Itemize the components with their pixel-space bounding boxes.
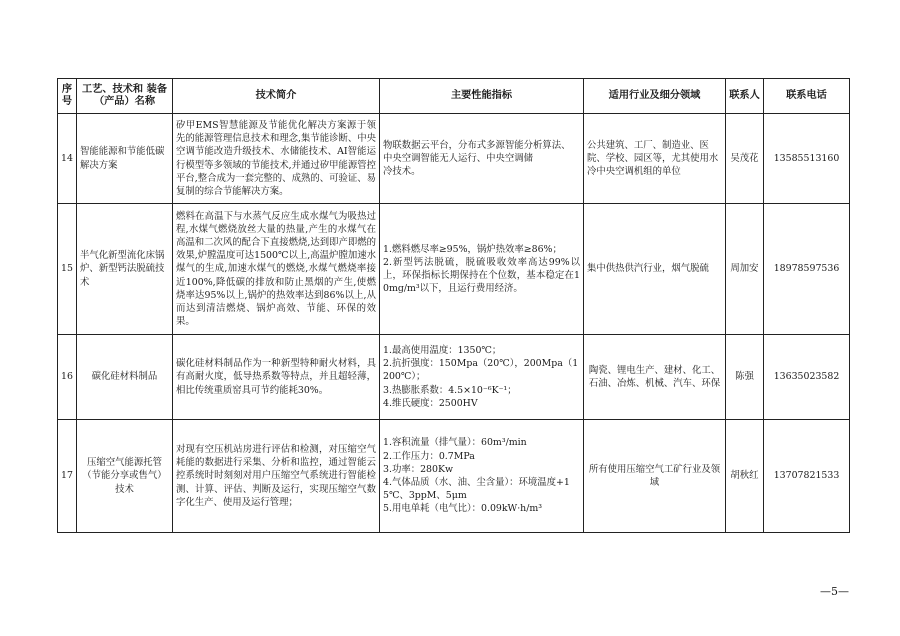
row-number: 16	[58, 335, 77, 420]
perf-line: 4.气体品质（水、油、尘含量）：环境温度+15℃、3ppM、5μm	[383, 477, 570, 502]
header-no: 序号	[58, 79, 77, 114]
contact-person: 胡秋红	[726, 420, 764, 533]
perf-line: 1.容积流量（排气量）：60m³/min	[383, 437, 527, 449]
table-row	[58, 114, 850, 204]
industry: 集中供热供汽行业，烟气脱硫	[584, 204, 726, 335]
table-row	[58, 335, 850, 420]
table-row	[58, 420, 850, 533]
perf-line: 2.新型钙法脱硫，脱硫吸收效率高达99%以上，环保指标长期保持在个位数，基本稳定在10mg/m³以下，且运行费用经济。	[383, 256, 580, 295]
perf-cell	[380, 335, 584, 420]
perf-line: 5.用电单耗（电气比）：0.09kW·h/m³	[383, 503, 543, 515]
industry: 陶瓷、锂电生产、建材、化工、石油、冶炼、机械、汽车、环保	[584, 335, 726, 420]
header-industry: 适用行业及细分领域	[584, 79, 726, 114]
tech-name: 半气化新型流化床锅炉、新型钙法脱硫技术	[77, 204, 173, 335]
tech-intro: 碳化硅材料制品作为一种新型特种耐火材料，具有高耐火度，低导热系数等特点，并且超轻薄，相比传统重质窑具可节约能耗30%。	[173, 335, 380, 420]
perf-line: 物联数据云平台，分布式多源智能分析算法、	[383, 139, 571, 151]
perf-line: 1.最高使用温度：1350℃；	[383, 344, 502, 356]
energy-tech-table	[57, 78, 850, 533]
perf-cell	[380, 114, 584, 204]
row-number: 17	[58, 420, 77, 533]
perf-line: 1.燃料燃尽率≥95%，锅炉热效率≥86%；	[383, 243, 562, 255]
perf-line: 2.工作压力：0.7MPa	[383, 450, 475, 462]
page-number: —5—	[820, 585, 849, 598]
contact-person: 陈强	[726, 335, 764, 420]
header-intro: 技术简介	[173, 79, 380, 114]
contact-phone: 13635023582	[764, 335, 850, 420]
industry: 公共建筑、工厂、制造业、医院、学校、园区等，尤其使用水冷中央空调机组的单位	[584, 114, 726, 204]
header-name: 工艺、技术和 装备（产品）名称	[77, 79, 173, 114]
perf-line: 3.热膨胀系数：4.5×10⁻⁶K⁻¹；	[383, 384, 517, 396]
table-row	[58, 204, 850, 335]
contact-phone: 13585513160	[764, 114, 850, 204]
perf-line: 3.功率：280Kw	[383, 463, 453, 475]
header-row	[58, 79, 850, 114]
perf-line: 中央空调智能无人运行、中央空调储	[383, 152, 534, 164]
tech-name: 碳化硅材料制品	[77, 335, 173, 420]
perf-line: 4.维氏硬度：2500HV	[383, 397, 478, 409]
header-perf: 主要性能指标	[380, 79, 584, 114]
header-phone: 联系电话	[764, 79, 850, 114]
row-number: 15	[58, 204, 77, 335]
header-contact: 联系人	[726, 79, 764, 114]
contact-phone: 13707821533	[764, 420, 850, 533]
contact-person: 周加安	[726, 204, 764, 335]
tech-intro: 对现有空压机站房进行评估和检测，对压缩空气耗能的数据进行采集、分析和监控，通过智能云控系统时时刻刻对用户压缩空气系统进行智能检测、计算、评估、判断及运行，实现压缩空气数字化生产、使用及运行管理；	[173, 420, 380, 533]
tech-name: 压缩空气能源托管（节能分享或售气）技术	[77, 420, 173, 533]
perf-line: 2.抗折强度：150Mpa（20℃），200Mpa（1200℃）；	[383, 358, 579, 383]
contact-phone: 18978597536	[764, 204, 850, 335]
perf-cell	[380, 420, 584, 533]
row-number: 14	[58, 114, 77, 204]
perf-line: 冷技术。	[383, 166, 421, 178]
contact-person: 吴茂花	[726, 114, 764, 204]
perf-cell	[380, 204, 584, 335]
industry: 所有使用压缩空气工矿行业及领域	[584, 420, 726, 533]
tech-intro: 燃料在高温下与水蒸气反应生成水煤气为吸热过程,水煤气燃烧放丝大量的热量,产生的水煤气在高温和二次风的配合下直接燃烧,达到即产即燃的效果,炉膛温度可达1500℃以上,高温炉膛加速水煤气的生成,加速水煤气的燃烧,水煤气燃烧率接近100%,降低碳的排放和防止黑烟的产生,使燃烧率达95%以上,锅炉的热效率达到86%以上,从而达到清洁燃烧、锅炉高效、节能、环保的效果。	[173, 204, 380, 335]
tech-name: 智能能源和节能低碳解决方案	[77, 114, 173, 204]
tech-intro: 矽甲EMS智慧能源及节能优化解决方案源于领先的能源管理信息技术和理念,集节能诊断、中央空调节能改造升级技术、水储能技术、AI智能运行模型等多领域的节能技术,并通过矽甲能源管控平台,整合成为一套完整的、成熟的、可验证、易复制的综合节能解决方案。	[173, 114, 380, 204]
